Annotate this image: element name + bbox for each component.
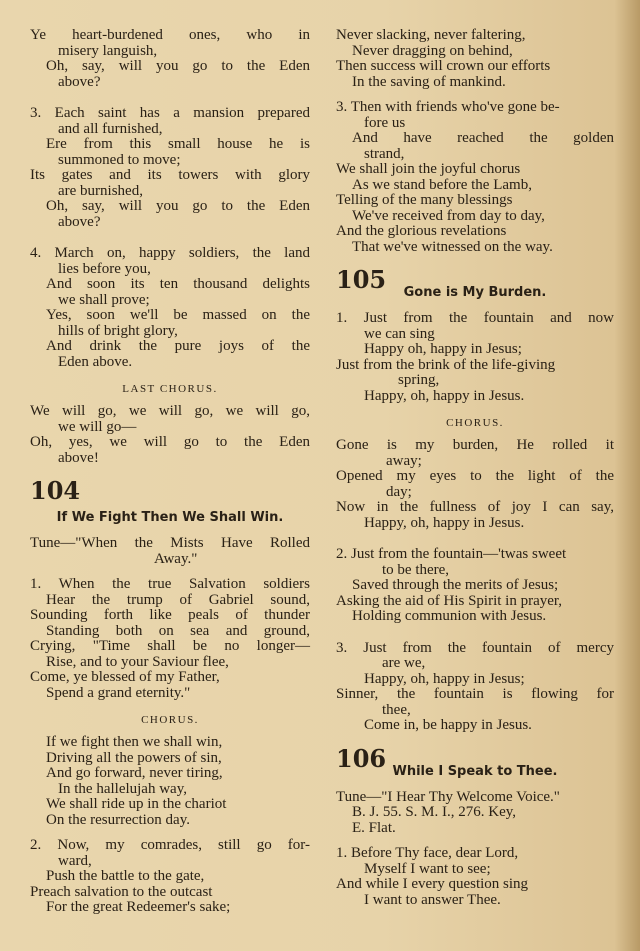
verse-line: Preach salvation to the outcast [30,883,213,900]
verse-line: fore us [364,114,406,131]
verse-line: spring, [398,372,440,388]
verse-line: And soon its ten thousand delights [46,276,310,292]
verse-line: Happy, oh, happy in Jesus. [364,387,525,404]
stanza [336,100,614,255]
verse-line: Oh, say, will you go to the Eden [46,58,310,74]
hymn-number: 106 [336,743,387,773]
verse-line: Eden above. [58,353,133,370]
tune-line: Tune—"I Hear Thy Welcome Voice." [336,788,560,805]
verse-line: Never dragging on behind, [352,42,513,59]
verse-line: 1. When the true Salvation soldiers [30,576,310,592]
verse-line: Driving all the powers of sin, [46,749,222,766]
verse-line: And have reached the golden [352,130,614,146]
verse-line: And go forward, never tiring, [46,765,223,781]
verse-line: Then success will crown our efforts [336,58,551,74]
hymn-106 [336,744,614,909]
verse-line: Rise, and to your Saviour flee, [46,653,229,670]
stanza [30,28,310,90]
chorus-label: CHORUS. [446,417,504,429]
verse-line: above? [58,73,101,90]
verse-line: In the saving of mankind. [352,73,506,90]
verse-line: Never slacking, never faltering, [336,27,526,43]
verse-line: 1. Just from the fountain and now [336,310,614,326]
hymn-104 [30,476,310,916]
verse-line: misery languish, [58,42,158,59]
verse-line: Crying, "Time shall be no longer— [30,638,310,654]
verse-line: Telling of the many blessings [336,192,513,208]
verse-line: Now in the fullness of joy I can say, [336,499,614,515]
hymn-105 [336,265,614,734]
verse-line: Asking the aid of His Spirit in prayer, [336,592,563,609]
verse-line: That we've witnessed on the way. [352,238,553,255]
verse-line: 2. Just from the fountain—'twas sweet [336,546,567,562]
verse-line: And while I every question sing [336,876,529,892]
hymn-title: While I Speak to Thee. [392,763,558,779]
verse-line: thee, [382,701,411,718]
verse-line: Sounding forth like peals of thunder [30,607,310,623]
stanza [30,106,310,230]
verse-line: On the resurrection day. [46,811,190,828]
verse-line: Happy, oh, happy in Jesus; [364,670,525,687]
left-column [30,28,310,916]
verse-line: day; [386,483,412,500]
verse-line: Oh, yes, we will go to the Eden [30,434,310,450]
verse-line: we shall prove; [58,291,150,308]
hymn-number: 105 [336,265,387,294]
chorus-label: LAST CHORUS. [122,383,218,395]
verse-line: ward, [58,852,92,869]
verse-line: Happy oh, happy in Jesus; [364,341,522,357]
chorus [30,404,310,466]
verse-line: to be there, [382,561,450,578]
verse-line: hills of bright glory, [58,322,178,339]
verse-line: summoned to move; [58,151,181,168]
tune-line: B. J. 55. S. M. I., 276. Key, [352,804,517,820]
verse-line: 3. Then with friends who've gone be- [336,99,560,115]
verse-line: lies before you, [58,260,151,277]
verse-line: We shall ride up in the chariot [46,796,227,812]
verse-line: Oh, say, will you go to the Eden [46,198,310,214]
verse-line: Come, ye blessed of my Father, [30,669,220,685]
verse-line: We will go, we will go, we will go, [30,403,310,419]
verse-line: We shall join the joyful chorus [336,161,521,177]
verse-line: Yes, soon we'll be massed on the [46,307,310,323]
verse-line: Gone is my burden, He rolled it [336,437,614,453]
verse-line: strand, [364,145,405,162]
verse-line: In the hallelujah way, [58,780,187,797]
verse-line: Holding communion with Jesus. [352,608,547,624]
verse-line: Ere from this small house he is [46,136,310,152]
verse-line: And drink the pure joys of the [46,338,310,354]
verse-line: Myself I want to see; [364,860,491,877]
hymn-title: If We Fight Then We Shall Win. [56,510,284,525]
verse-line: we will go— [58,418,137,435]
verse-line: and all furnished, [58,120,163,137]
verse-line: away; [386,452,422,469]
verse-line: above? [58,213,101,230]
verse-line: 1. Before Thy face, dear Lord, [336,845,519,861]
verse-line: Standing both on sea and ground, [46,622,310,639]
verse-line: If we fight then we shall win, [46,734,223,750]
verse-line: We've received from day to day, [352,207,545,224]
verse-line: Ye heart-burdened ones, who in [30,27,310,43]
stanza [30,246,310,370]
verse-line: 3. Each saint has a mansion prepared [30,105,310,121]
verse-line: 3. Just from the fountain of mercy [336,639,614,656]
verse-line: Sinner, the fountain is flowing for [336,686,614,702]
verse-line: Saved through the merits of Jesus; [352,577,559,593]
tune-line: Away." [154,550,198,567]
tune-line: Tune—"When the Mists Have Rolled [30,535,310,551]
verse-line: above! [58,449,99,466]
verse-line: Hear the trump of Gabriel sound, [46,591,310,608]
verse-line: are burnished, [58,182,143,199]
hymn-number: 104 [30,476,81,505]
verse-line: As we stand before the Lamb, [352,176,532,193]
verse-line: For the great Redeemer's sake; [46,899,231,915]
hymn-title: Gone is My Burden. [403,285,547,300]
verse-line: are we, [382,655,426,671]
verse-line: Spend a grand eternity." [46,684,191,701]
verse-line: Push the battle to the gate, [46,868,205,884]
verse-line: Happy, oh, happy in Jesus. [364,514,525,531]
verse-line: And the glorious revelations [336,223,507,239]
verse-line: I want to answer Thee. [364,891,501,908]
verse-line: Just from the brink of the life-giving [336,356,556,373]
verse-line: Its gates and its towers with glory [30,167,310,183]
verse-line: Opened my eyes to the light of the [336,468,614,484]
chorus-label: CHORUS. [141,714,199,726]
verse-line: 4. March on, happy soldiers, the land [30,245,310,261]
right-column [336,28,614,908]
verse-line: we can sing [364,325,435,342]
stanza [336,28,614,90]
verse-line: Come in, be happy in Jesus. [364,717,532,733]
tune-line: E. Flat. [352,819,396,836]
verse-line: 2. Now, my comrades, still go for- [30,837,310,853]
